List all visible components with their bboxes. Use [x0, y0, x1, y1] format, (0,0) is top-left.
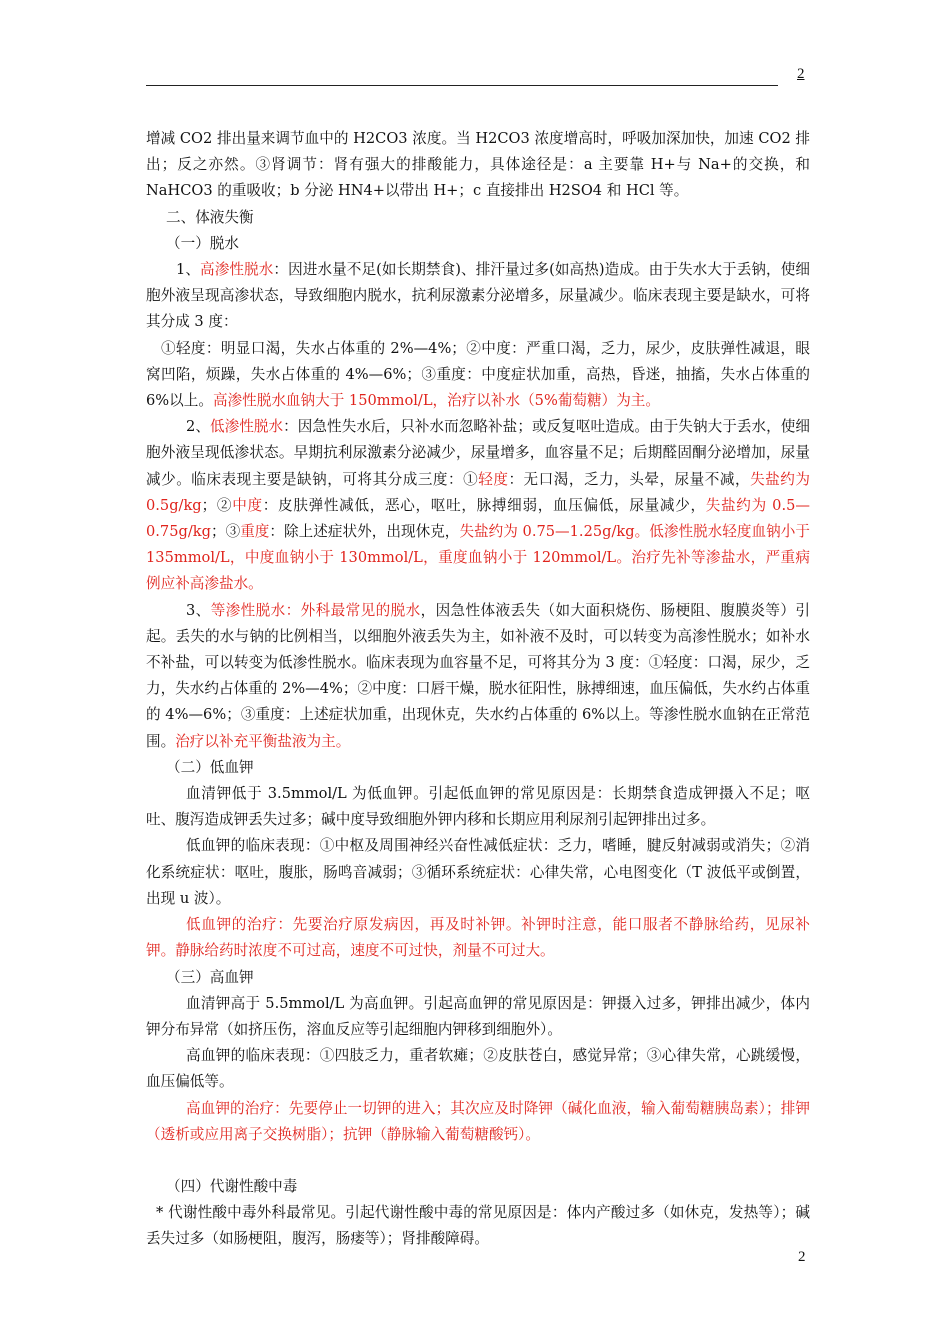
subsection-heading-metabolic-acidosis: （四）代谢性酸中毒 [166, 1177, 298, 1195]
term-moderate: 中度 [232, 496, 263, 514]
footer-page-number: 2 [798, 1249, 806, 1265]
highlight-mild-salt-loss: 失盐约为 0.5g/kg [146, 470, 810, 514]
paragraph-hypertonic-dehydration [146, 257, 810, 336]
paragraph-text: ；② [201, 496, 233, 514]
paragraph-hypokalemia-definition: 血清钾低于 3.5mmol/L 为低血钾。引起低血钾的常见原因是：长期禁食造成钾摄入不足；呕吐、腹泻造成钾丢失过多；碱中度导致细胞外钾内移和长期应用利尿剂引起钾排出过多。 [146, 785, 810, 829]
highlight-severe-and-treatment: 失盐约为 0.75—1.25g/kg。低渗性脱水轻度血钠小于 135mmol/L，中度血钠小于 130mmol/L，重度血钠小于 120mmol/L。治疗先补等渗盐水，严重病例应补高渗盐水。 [146, 523, 810, 593]
paragraph-hypokalemia-treatment: 低血钾的治疗：先要治疗原发病因，再及时补钾。补钾时注意，能口服者不静脉给药，见尿补钾。静脉给药时浓度不可过高，速度不可过快，剂量不可过大。 [146, 916, 810, 960]
paragraph-text: ；③ [210, 523, 241, 541]
section-heading-fluid-imbalance: 二、体液失衡 [166, 208, 254, 226]
blank-line [146, 1148, 810, 1174]
paragraph-text: ：除上述症状外，出现休克， [269, 523, 460, 541]
paragraph-text: ：皮肤弹性减低，恶心，呕吐，脉搏细弱，血压偏低，尿量减少， [262, 496, 706, 514]
subsection-heading-hyperkalemia: （三）高血钾 [166, 968, 254, 986]
highlight-isotonic-treatment: 治疗以补充平衡盐液为主。 [175, 732, 351, 750]
paragraph-hypertonic-degrees [146, 336, 810, 415]
header-rule [146, 85, 778, 86]
term-isotonic-dehydration: 等渗性脱水：外科最常见的脱水 [210, 601, 421, 619]
paragraph-hyperkalemia-symptoms: 高血钾的临床表现：①四肢乏力，重者软瘫；②皮肤苍白，感觉异常；③心律失常，心跳缓慢，血压偏低等。 [146, 1047, 810, 1091]
document-body [146, 126, 810, 1253]
paragraph-text: ：因急性失水后，只补水而忽略补盐；或反复呕吐造成。由于失钠大于丢水，使细胞外液呈现低渗状态。早期抗利尿激素分泌减少，尿量增多，血容量不足；后期醛固酮分泌增加，尿量减少。临床表现主要是缺钠，可将其分成三度：① [146, 418, 810, 488]
paragraph-hyperkalemia-definition: 血清钾高于 5.5mmol/L 为高血钾。引起高血钾的常见原因是：钾摄入过多，钾排出减少，体内钾分布异常（如挤压伤，溶血反应等引起细胞内钾移到细胞外）。 [146, 994, 810, 1038]
highlight-hypertonic-treatment: 高渗性脱水血钠大于 150mmol/L，治疗以补水（5%葡萄糖）为主。 [212, 392, 660, 410]
term-severe: 重度 [240, 523, 270, 541]
paragraph-metabolic-acidosis: * 代谢性酸中毒外科最常见。引起代谢性酸中毒的常见原因是：体内产酸过多（如休克，发热等）；碱丢失过多（如肠梗阻，腹泻，肠瘘等）；肾排酸障碍。 [146, 1204, 810, 1248]
subsection-heading-hypokalemia: （二）低血钾 [166, 758, 254, 776]
paragraph-text: ：无口渴，乏力，头晕，尿量不减， [508, 470, 751, 488]
paragraph-text: ，因急性体液丢失（如大面积烧伤、肠梗阻、腹膜炎等）引起。丢失的水与钠的比例相当，以细胞外液丢失为主，如补液不及时，可以转变为高渗性脱水；如补水不补盐，可以转变为低渗性脱水。临床表现为血容量不足，可将其分为 3 度：①轻度：口渴，尿少，乏力，失水约占体重的 2%—4%；②中度：口唇干燥，脱水征阳性，脉搏细速，血压偏低，失水约占体重的 4%—6%；③重度：上述症状加重，出现休克，失水约占体重的 6%以上。等渗性脱水血钠在正常范围。 [146, 601, 810, 750]
item-number: 2、 [186, 418, 210, 436]
paragraph-hyperkalemia-treatment: 高血钾的治疗：先要停止一切钾的进入；其次应及时降钾（碱化血液，输入葡萄糖胰岛素）；排钾（透析或应用离子交换树脂）；抗钾（静脉输入葡萄糖酸钙）。 [146, 1099, 810, 1143]
item-number: 1、 [176, 261, 201, 279]
paragraph-hypokalemia-symptoms: 低血钾的临床表现：①中枢及周围神经兴奋性减低症状：乏力，嗜睡，腱反射减弱或消失；②消化系统症状：呕吐，腹胀，肠鸣音减弱；③循环系统症状：心律失常，心电图变化（T 波低平或倒置，出现 u 波）。 [146, 837, 810, 907]
subsection-heading-dehydration: （一）脱水 [166, 234, 239, 252]
paragraph-text: ：因进水量不足(如长期禁食)、排汗量过多(如高热)造成。由于失水大于丢钠，使细胞外液呈现高渗状态，导致细胞内脱水，抗利尿激素分泌增多，尿量减少。临床表现主要是缺水，可将其分成 3 度： [146, 261, 810, 331]
highlight-moderate-salt-loss: 失盐约为 0.5—0.75g/kg [146, 496, 810, 541]
term-hypertonic-dehydration: 高渗性脱水 [200, 261, 274, 279]
item-number: 3、 [186, 601, 211, 619]
term-hypotonic-dehydration: 低渗性脱水 [209, 418, 284, 436]
paragraph-text: ①轻度：明显口渴，失水占体重的 2%—4%；②中度：严重口渴，乏力，尿少，皮肤弹性减退，眼窝凹陷，烦躁，失水占体重的 4%—6%；③重度：中度症状加重，高热，昏迷，抽搐，失水占体重的 6%以上。 [146, 339, 810, 410]
paragraph-hypotonic-dehydration [146, 414, 810, 597]
paragraph-isotonic-dehydration [146, 598, 810, 755]
header-page-number: 2 [797, 66, 805, 82]
term-mild: 轻度 [478, 470, 509, 488]
paragraph-renal-regulation: 增减 CO2 排出量来调节血中的 H2CO3 浓度。当 H2CO3 浓度增高时，呼吸加深加快，加速 CO2 排出；反之亦然。③肾调节：肾有强大的排酸能力，具体途径是：a 主要靠 H+与 Na+的交换，和 NaHCO3 的重吸收；b 分泌 HN4+以带出 H+；c 直接排出 H2SO4 和 HCl 等。 [146, 130, 810, 200]
